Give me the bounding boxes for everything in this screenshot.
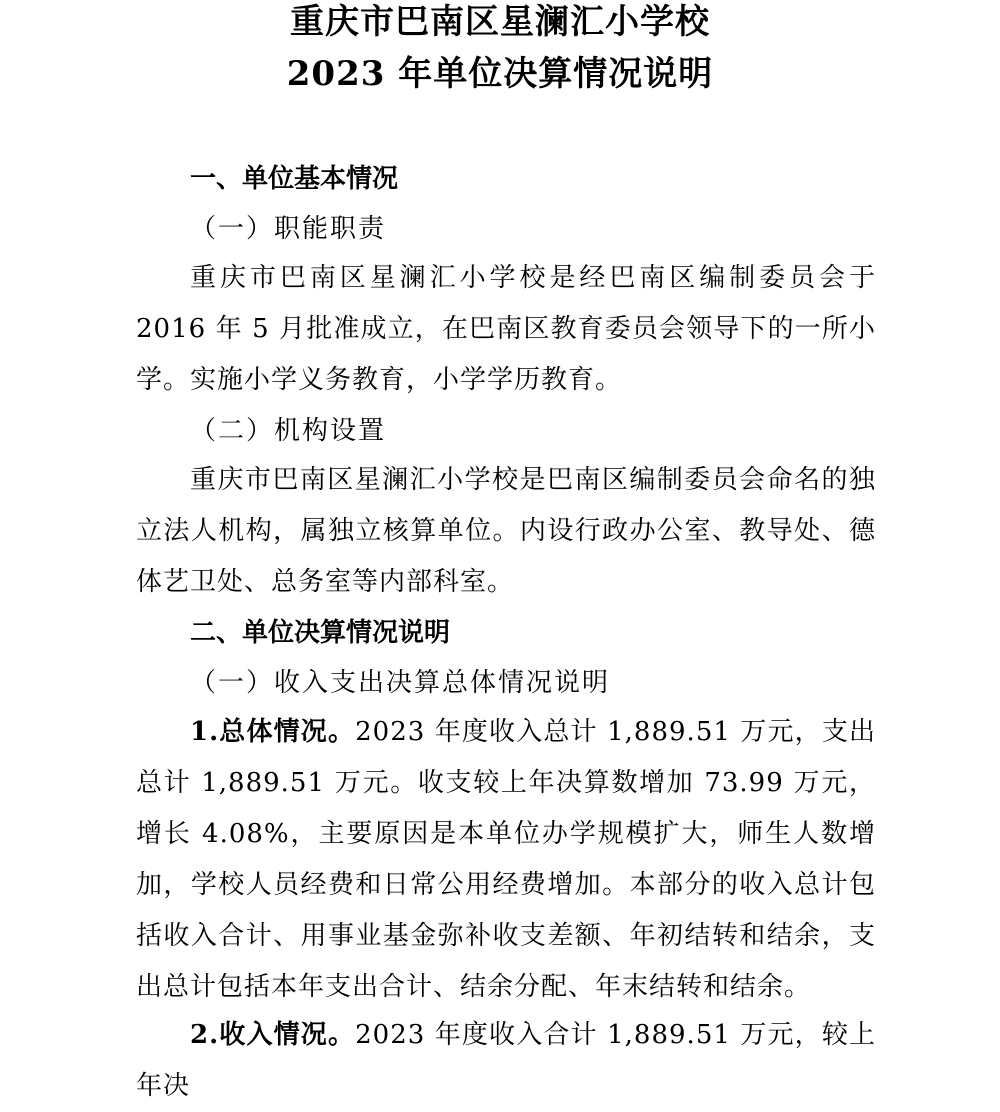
section2-heading: 二、单位决算情况说明 [190, 618, 451, 648]
document-title-line1: 重庆市巴南区星澜汇小学校 [290, 2, 710, 42]
section2-paragraph-income [136, 1010, 876, 1112]
section2-paragraph-overall [136, 707, 876, 1013]
item2-text: 2023 年度收入合计 1,889.51 万元，较上年决 [136, 1020, 876, 1101]
document-title-line2: 2023 年单位决算情况说明 [286, 54, 714, 94]
section1-paragraph-1: 重庆市巴南区星澜汇小学校是经巴南区编制委员会于 2016 年 5 月批准成立，在巴南区教育委员会领导下的一所小学。实施小学义务教育，小学学历教育。 [136, 263, 876, 395]
section1-subheading-1: （一）职能职责 [190, 214, 387, 244]
item2-label: 2.收入情况。 [190, 1020, 356, 1050]
section1-heading: 一、单位基本情况 [190, 164, 399, 194]
item1-text: 2023 年度收入总计 1,889.51 万元，支出总计 1,889.51 万元。收支较上年决算数增加 73.99 万元，增长 4.08%，主要原因是本单位办学规模扩大，师生人数增加，学校人员经费和日常公用经费增加。本部分的收入总计包括收入合计、用事业基金弥补收支差额、年初结转和结余，支出总计包括本年支出合计、结余分配、年末结转和结余。 [136, 717, 876, 1002]
section1-paragraph-2: 重庆市巴南区星澜汇小学校是巴南区编制委员会命名的独立法人机构，属独立核算单位。内设行政办公室、教导处、德体艺卫处、总务室等内部科室。 [136, 465, 876, 597]
item1-label: 1.总体情况。 [190, 717, 356, 747]
section2-subheading-1: （一）收入支出决算总体情况说明 [190, 668, 611, 698]
section1-subheading-2: （二）机构设置 [190, 416, 387, 446]
